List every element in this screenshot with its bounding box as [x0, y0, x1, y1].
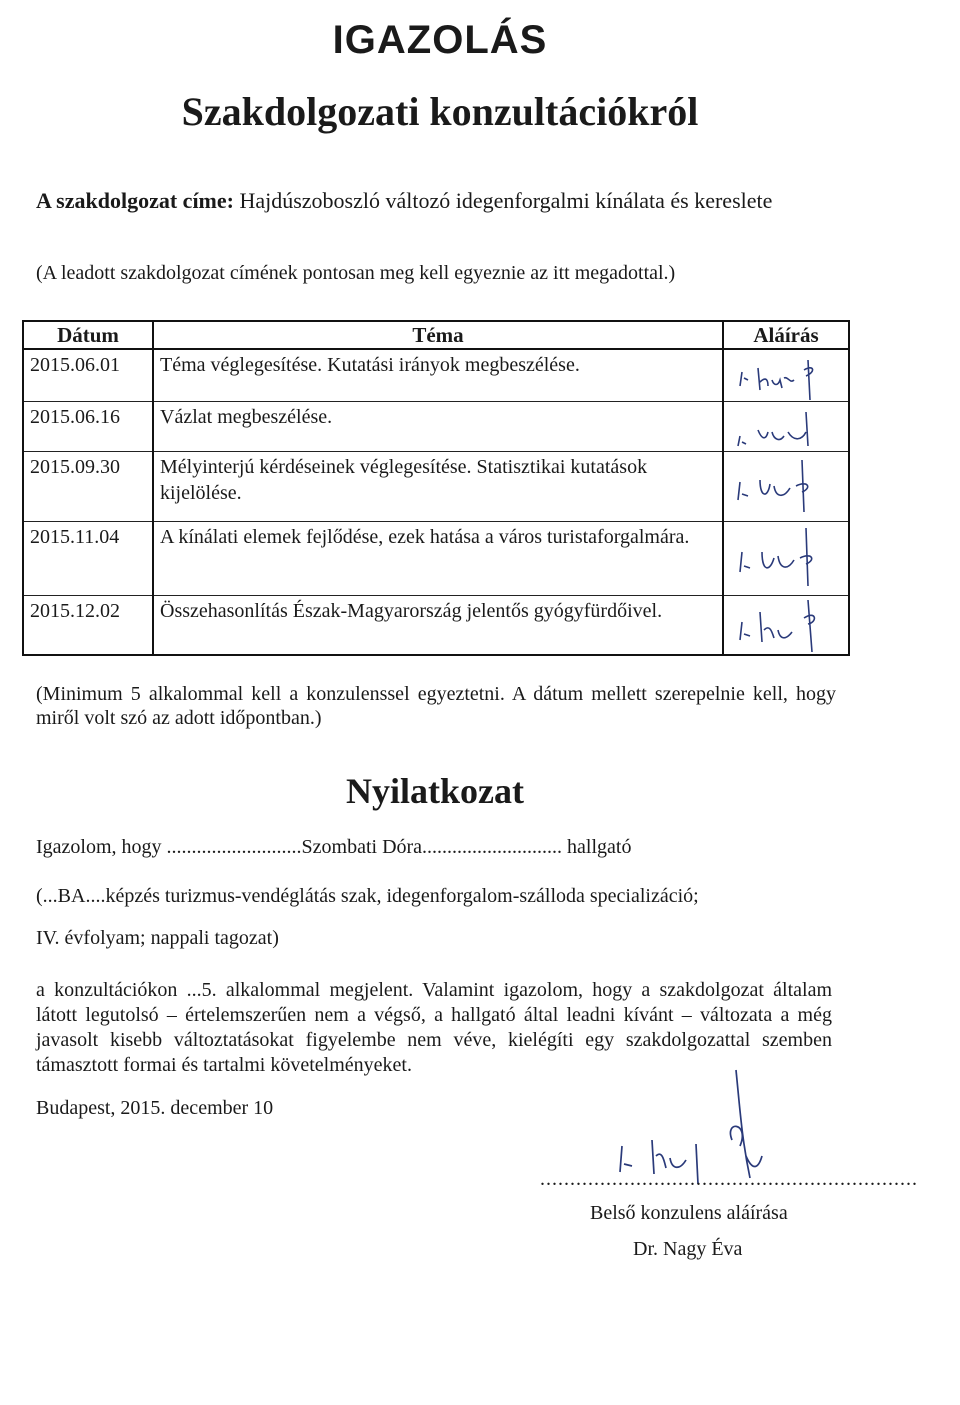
row-topic: Vázlat megbeszélése. — [153, 401, 723, 451]
row-date: 2015.12.02 — [23, 595, 153, 655]
header-topic: Téma — [153, 321, 723, 349]
handwritten-signature-icon — [724, 452, 834, 522]
signature-name: Dr. Nagy Éva — [633, 1238, 743, 1260]
table-row — [23, 595, 849, 655]
signature-dotted-line: ............................................................... — [540, 1168, 918, 1190]
row-date: 2015.11.04 — [23, 521, 153, 595]
row-topic: A kínálati elemek fejlődése, ezek hatása a város turistaforgalmára. — [153, 521, 723, 595]
table-row — [23, 521, 849, 595]
consultation-table — [22, 320, 850, 656]
thesis-title-label: A szakdolgozat címe: — [36, 188, 234, 213]
declaration-line-1: Igazolom, hogy ...........................Szombati Dóra............................ hallgató — [36, 836, 632, 858]
row-signature — [723, 521, 849, 595]
row-topic: Mélyinterjú kérdéseinek véglegesítése. Statisztikai kutatások kijelölése. — [153, 451, 723, 521]
thesis-note: (A leadott szakdolgozat címének pontosan meg kell egyeznie az itt megadottal.) — [36, 262, 676, 284]
thesis-title-block — [36, 186, 816, 215]
row-date: 2015.06.01 — [23, 349, 153, 401]
signature-label: Belső konzulens aláírása — [590, 1202, 788, 1224]
thesis-title-value: Hajdúszoboszló változó idegenforgalmi kínálata és kereslete — [239, 188, 773, 213]
handwritten-signature-icon — [724, 350, 834, 402]
handwritten-signature-icon — [724, 402, 834, 452]
row-topic: Összehasonlítás Észak-Magyarország jelentős gyógyfürdőivel. — [153, 595, 723, 655]
header-date: Dátum — [23, 321, 153, 349]
row-signature — [723, 595, 849, 655]
table-header-row — [23, 321, 849, 349]
row-date: 2015.06.16 — [23, 401, 153, 451]
declaration-line-3: IV. évfolyam; nappali tagozat) — [36, 927, 279, 949]
declaration-line-2: (...BA....képzés turizmus-vendéglátás szak, idegenforgalom-szálloda specializáció; — [36, 885, 699, 907]
table-row — [23, 451, 849, 521]
row-signature — [723, 401, 849, 451]
handwritten-signature-icon — [724, 522, 834, 596]
table-row — [23, 349, 849, 401]
handwritten-signature-icon — [724, 596, 834, 656]
row-date: 2015.09.30 — [23, 451, 153, 521]
row-signature — [723, 451, 849, 521]
document-title: IGAZOLÁS — [332, 18, 548, 62]
minimum-consultation-note: (Minimum 5 alkalommal kell a konzulenssel egyeztetni. A dátum mellett szerepelnie kell, hogy miről volt szó az adott időpontban.) — [36, 683, 836, 729]
place-and-date: Budapest, 2015. december 10 — [36, 1097, 274, 1119]
header-signature: Aláírás — [723, 321, 849, 349]
row-signature — [723, 349, 849, 401]
document-subtitle: Szakdolgozati konzultációkról — [181, 89, 699, 134]
declaration-paragraph: a konzultációkon ...5. alkalommal megjelent. Valamint igazolom, hogy a szakdolgozat általam látott legutolsó – értelemszerűen nem a végső, a hallgató által leadni kívánt – változata a még javasolt kisebb változtatásokat figyelembe nem véve, kielégíti egy szakdolgozattal szemben támasztott formai és tartalmi követelményeket. — [36, 979, 832, 1076]
table-row — [23, 401, 849, 451]
declaration-title: Nyilatkozat — [346, 771, 524, 811]
row-topic: Téma véglegesítése. Kutatási irányok megbeszélése. — [153, 349, 723, 401]
